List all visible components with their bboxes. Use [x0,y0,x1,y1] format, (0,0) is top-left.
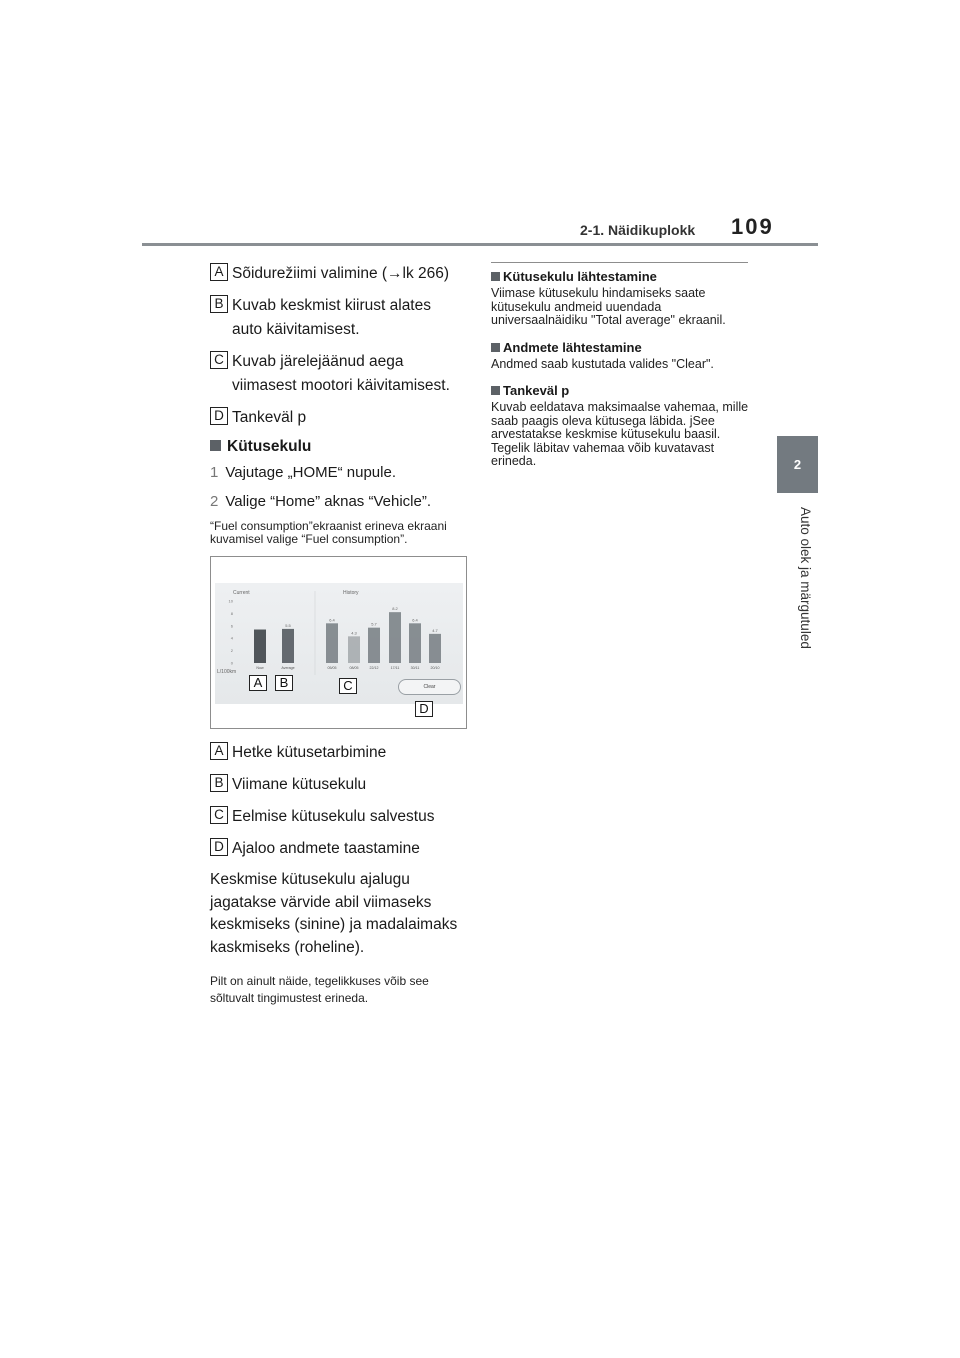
item-text: Kuvab keskmist kiirust alates [232,297,431,314]
category-label: 20/10 [430,666,440,670]
list-item [210,262,472,285]
square-bullet-icon [210,440,221,451]
badge-b: B [210,295,228,313]
category-label: 30/11 [410,666,420,670]
category-label: 17/11 [390,666,400,670]
reset-data-heading [491,340,751,356]
disclaimer-note: Pilt on ainult näide, tegelikkuses võib see sõltuvalt tingimustest erineda. [210,974,429,1005]
bar-value-label: 5.5 [285,622,291,628]
section-title: 2-1. Näidikuplokk [580,222,696,238]
item-text: Kuvab järelejäänud aega [232,353,404,370]
chart-bar [368,628,380,663]
category-label: 05/05 [327,666,337,670]
fuel-consumption-screenshot [210,556,467,729]
badge-c: C [210,806,228,824]
step-item [210,491,472,513]
history-paragraph: Keskmise kütusekulu ajalugu jagatakse värvide abil viimaseks keskmiseks (sinine) ja madalaimaks kaskmiseks (roheline). [210,871,458,956]
current-label: Current [233,590,250,596]
chapter-tab[interactable]: 2 [777,436,818,493]
item-text: Tankeväl p [232,409,307,426]
y-tick-label: 2 [230,648,233,654]
square-bullet-icon [491,272,500,281]
step-text: Vajutage „HOME“ nupule. [225,464,396,481]
unit-label: L/100km [217,669,237,675]
list-item [210,350,472,397]
item-text-cont: viimasest mootori käivitamisest. [232,377,450,394]
list-item [210,406,472,429]
step-item [210,462,472,484]
fuel-note: “Fuel consumption”ekraanist erineva ekraani kuvamisel valige “Fuel consumption”. [210,519,447,546]
list-item [210,294,472,341]
fuel-heading [210,438,472,456]
square-bullet-icon [491,386,500,395]
reset-data-text: Andmed saab kustutada valides "Clear". [491,356,714,371]
badge-a: A [210,742,228,760]
callout-d: D [415,701,433,717]
clear-button[interactable]: Clear [398,679,461,695]
reset-fuel-text: Viimase kütusekulu hindamiseks saate kütusekulu andmeid uuendada universaalnäidiku "Total average" ekraanil. [491,286,726,327]
legend-text: Ajaloo andmete taastamine [232,840,420,857]
step-number: 1 [210,464,219,481]
bar-value-label: 4.7 [432,627,438,633]
range-text: Kuvab eeldatava maksimaalse vahemaa, mille saab paagis oleva kütusega läbida. jSee arvestatakse keskmise kütusekulu baasil. Tegelik läbitav vahemaa võib kuvatavast erineda. [491,400,749,468]
item-text-cont: auto käivitamisest. [232,321,360,338]
y-tick-label: 8 [230,610,233,616]
badge-c: C [210,351,228,369]
legend-item [210,741,472,764]
fuel-heading-text: Kütusekulu [227,438,312,455]
right-rule [491,262,748,263]
legend-text: Eelmise kütusekulu salvestus [232,808,435,825]
category-label: 22/12 [369,666,379,670]
step-text: Valige “Home” aknas “Vehicle”. [225,493,431,510]
bar-value-label: 4.3 [351,630,357,636]
bar-value-label: 5.7 [371,621,377,627]
y-tick-label: 4 [230,635,233,641]
badge-a: A [210,263,228,281]
legend-item [210,773,472,796]
legend-item [210,805,472,828]
heading-text: Tankeväl p [503,383,570,398]
y-tick-label: 0 [230,660,233,666]
square-bullet-icon [491,343,500,352]
callout-a: A [249,675,267,691]
range-heading [491,383,751,399]
y-tick-label: 10 [228,598,233,604]
chart-bar [282,629,294,663]
page-number: 109 [731,214,774,239]
y-tick-label: 6 [230,623,233,629]
chart-bar [348,636,360,663]
chapter-label: Auto olek ja märgutuled [798,507,813,649]
badge-b: B [210,774,228,792]
chart-bar [254,630,266,663]
category-label: 08/05 [349,666,359,670]
legend-item [210,837,472,860]
callout-c: C [339,678,357,694]
badge-d: D [210,407,228,425]
right-column [491,262,751,481]
chart-bar [326,623,338,663]
chart-bar [409,623,421,663]
header-rule [142,243,818,246]
chart-bar [389,612,401,663]
item-text: Sõidurežiimi valimine (→lk 266) [232,265,450,282]
legend-text: Viimane kütusekulu [232,776,367,793]
callout-b: B [275,675,293,691]
chart-bar [429,634,441,663]
bar-value-label: 6.4 [329,617,335,623]
step-number: 2 [210,493,219,510]
history-label: History [343,590,359,596]
heading-text: Andmete lähtestamine [503,339,642,355]
category-label: Now [256,666,264,670]
heading-text: Kütusekulu lähtestamine [503,269,657,284]
bar-value-label: 8.2 [392,606,398,612]
legend-text: Hetke kütusetarbimine [232,744,387,761]
reset-fuel-heading [491,269,751,285]
bar-value-label: 6.4 [412,617,418,623]
badge-d: D [210,838,228,856]
left-column [210,262,472,1006]
category-label: Average [281,666,295,670]
